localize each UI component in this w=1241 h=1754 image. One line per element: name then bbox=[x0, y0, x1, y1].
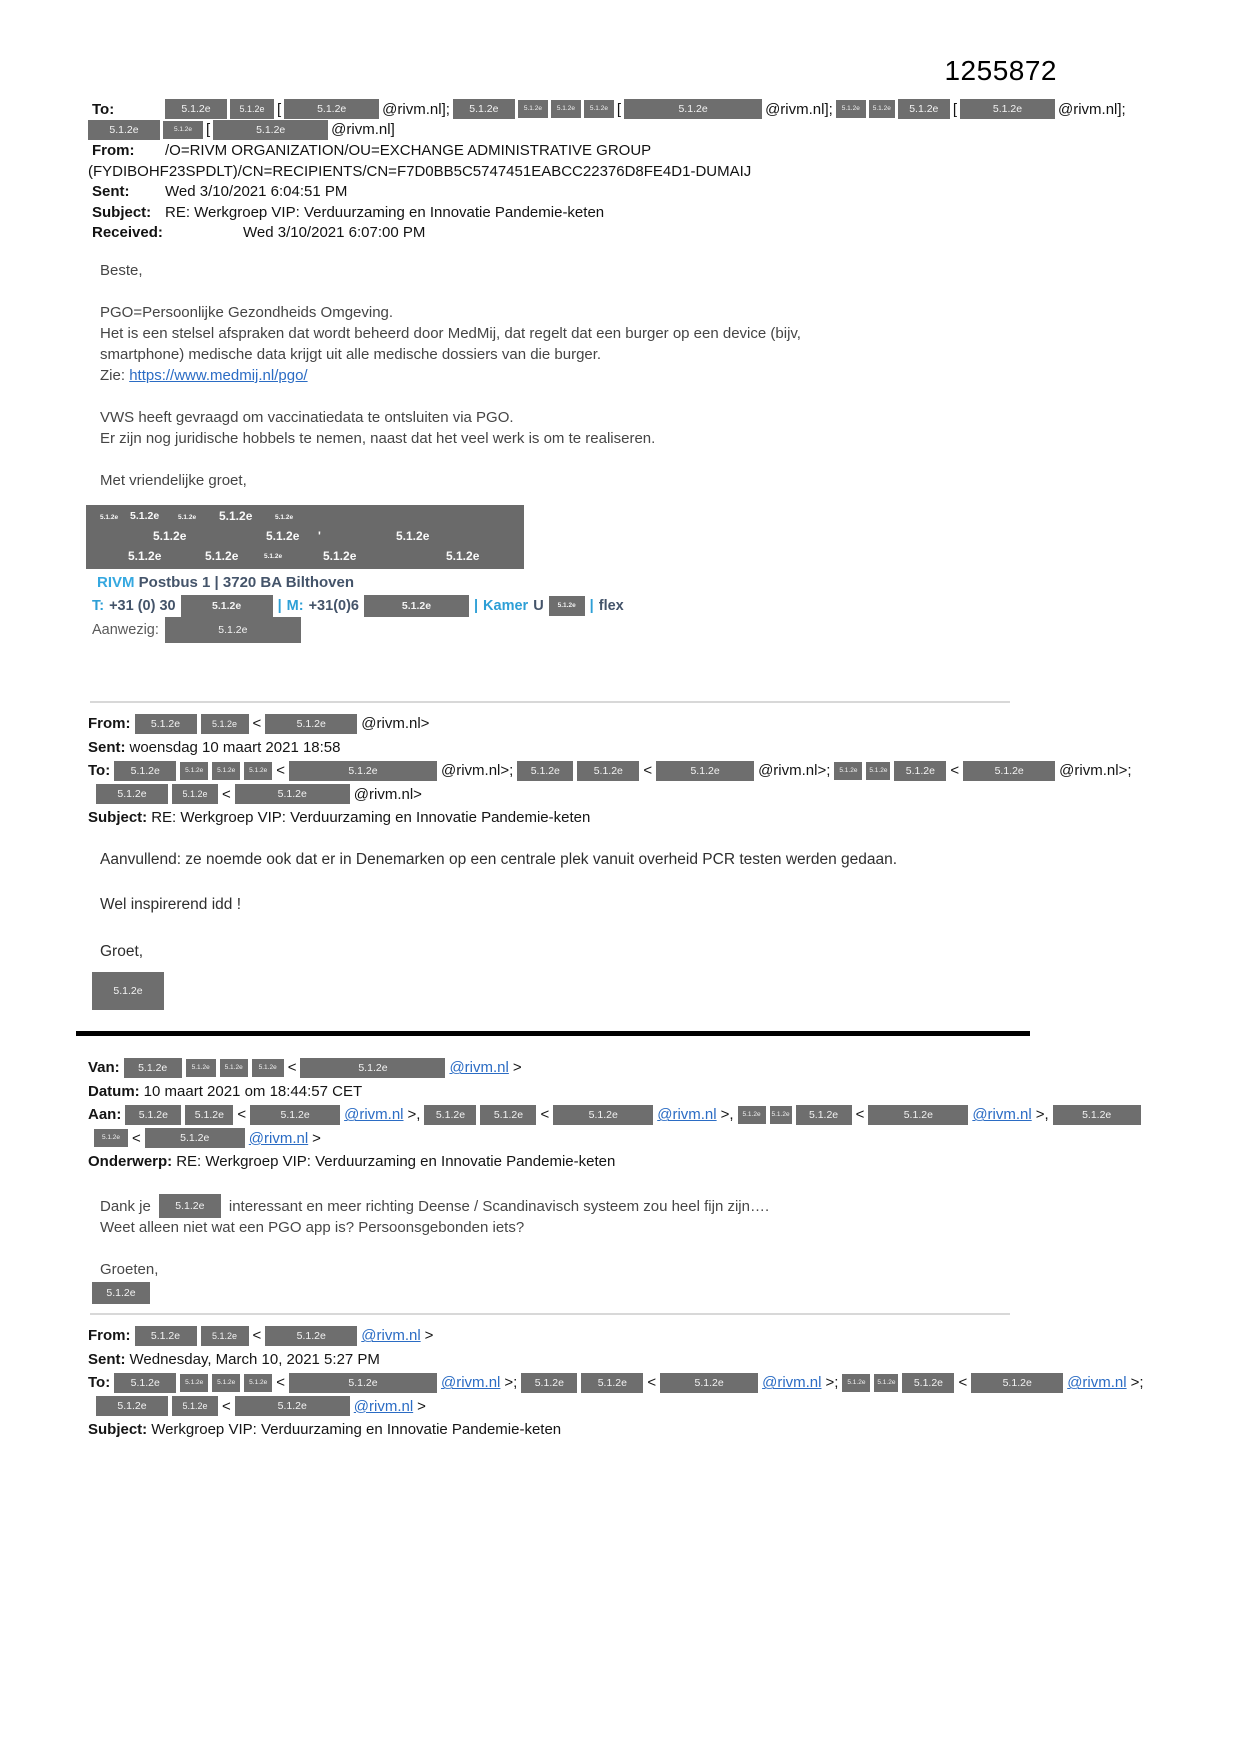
token: @rivm.nl]; bbox=[765, 100, 833, 118]
aanwezig-label: Aanwezig: bbox=[92, 622, 159, 638]
sent-value: Wednesday, March 10, 2021 5:27 PM bbox=[129, 1350, 380, 1368]
email4-subject-row bbox=[88, 1418, 1144, 1442]
token: @rivm.nl>; bbox=[758, 762, 831, 780]
redaction-box: 5.1.2e bbox=[624, 99, 762, 119]
redaction-label: 5.1.2e bbox=[275, 514, 294, 521]
redaction-label: 5.1.2e bbox=[446, 549, 480, 563]
redaction-box: 5.1.2e bbox=[96, 784, 168, 804]
medmij-link[interactable]: https://www.medmij.nl/pgo/ bbox=[129, 367, 308, 384]
rivm-email-link[interactable]: @rivm.nl bbox=[762, 1374, 822, 1392]
token: >; bbox=[825, 1374, 839, 1392]
redaction-box: 5.1.2e bbox=[738, 1106, 766, 1124]
body-line: PGO=Persoonlijke Gezondheids Omgeving. bbox=[100, 304, 394, 321]
email1-body bbox=[100, 262, 801, 493]
from-label: From: bbox=[88, 1327, 131, 1345]
redaction-label: 5.1.2e bbox=[264, 553, 283, 560]
redaction-label: 5.1.2e bbox=[130, 510, 160, 522]
section-divider bbox=[90, 701, 1010, 703]
redaction-box: 5.1.2e bbox=[145, 1128, 245, 1148]
redaction-box: 5.1.2e bbox=[1053, 1105, 1141, 1125]
email4-to-row-2 bbox=[96, 1395, 1144, 1419]
body-line: Er zijn nog juridische hobbels te nemen, naast dat het veel werk is om te realiseren. bbox=[100, 430, 656, 447]
redaction-box: 5.1.2e bbox=[453, 99, 515, 119]
token: < bbox=[276, 762, 285, 780]
signature-redaction-block bbox=[86, 505, 524, 569]
redaction-label: 5.1.2e bbox=[323, 549, 357, 563]
address-text: Postbus 1 | 3720 BA Bilthoven bbox=[138, 574, 355, 591]
to-label: To: bbox=[92, 100, 115, 118]
email4-header bbox=[88, 1324, 1144, 1442]
email4-from-row bbox=[88, 1324, 1144, 1348]
redaction-box: 5.1.2e bbox=[834, 762, 862, 780]
document-number: 1255872 bbox=[944, 55, 1057, 86]
subject-value: RE: Werkgroep VIP: Verduurzaming en Innovatie Pandemie-keten bbox=[151, 809, 591, 827]
redaction-box: 5.1.2e bbox=[124, 1058, 182, 1078]
email1-header bbox=[88, 99, 1126, 243]
phone-m-value: +31(0)6 bbox=[308, 598, 359, 614]
email1-from-row-2 bbox=[88, 161, 1126, 182]
redaction-box: 5.1.2e bbox=[660, 1373, 758, 1393]
email3-datum-row bbox=[88, 1080, 1141, 1104]
redaction-box: 5.1.2e bbox=[163, 121, 203, 139]
body-line: Groeten, bbox=[100, 1261, 159, 1278]
redaction-box: 5.1.2e bbox=[181, 595, 273, 617]
email3-onderwerp-row bbox=[88, 1150, 1141, 1174]
onderwerp-value: RE: Werkgroep VIP: Verduurzaming en Innovatie Pandemie-keten bbox=[176, 1153, 616, 1171]
redaction-label: 5.1.2e bbox=[396, 529, 430, 543]
token: >; bbox=[1130, 1374, 1144, 1392]
redaction-label: 5.1.2e bbox=[178, 514, 197, 521]
redaction-box: 5.1.2e bbox=[577, 761, 639, 781]
to-label: To: bbox=[88, 762, 111, 780]
email2-subject-row bbox=[88, 806, 1132, 830]
body-line: Wel inspirerend idd ! bbox=[100, 896, 242, 913]
redaction-box: 5.1.2e bbox=[165, 617, 301, 643]
token: @rivm.nl>; bbox=[440, 762, 514, 780]
from-label: From: bbox=[92, 141, 135, 159]
redaction-box: 5.1.2e bbox=[971, 1373, 1063, 1393]
redaction-box: 5.1.2e bbox=[289, 761, 437, 781]
section-divider bbox=[90, 1313, 1010, 1315]
body-line: smartphone) medische data krijgt uit alle medische dossiers van die burger. bbox=[100, 346, 602, 363]
token: >, bbox=[720, 1106, 734, 1124]
datum-label: Datum: bbox=[88, 1082, 140, 1100]
token: < bbox=[958, 1374, 968, 1392]
rivm-email-link[interactable]: @rivm.nl bbox=[361, 1327, 421, 1345]
token: < bbox=[643, 762, 653, 780]
rivm-email-link[interactable]: @rivm.nl bbox=[657, 1106, 717, 1124]
redaction-box: 5.1.2e bbox=[521, 1373, 577, 1393]
token: < bbox=[222, 785, 231, 803]
redaction-label: 5.1.2e bbox=[100, 514, 119, 521]
token: < bbox=[252, 1327, 262, 1345]
email1-sent-row bbox=[92, 181, 1126, 202]
redaction-box: 5.1.2e bbox=[165, 99, 227, 119]
signature-address-line bbox=[97, 574, 354, 591]
apostrophe-mark: ' bbox=[318, 529, 321, 543]
token: < bbox=[950, 762, 960, 780]
token: [ bbox=[206, 121, 211, 139]
redaction-box: 5.1.2e bbox=[796, 1105, 852, 1125]
redaction-box: 5.1.2e bbox=[300, 1058, 445, 1078]
redaction-box: 5.1.2e bbox=[172, 1396, 218, 1416]
redaction-box: 5.1.2e bbox=[902, 1373, 954, 1393]
redaction-label: 5.1.2e bbox=[219, 509, 253, 523]
redaction-box: 5.1.2e bbox=[230, 99, 274, 119]
redaction-label: 5.1.2e bbox=[205, 549, 239, 563]
redaction-box: 5.1.2e bbox=[213, 120, 328, 140]
token: @rivm.nl>; bbox=[1059, 762, 1132, 780]
sent-value: Wed 3/10/2021 6:04:51 PM bbox=[165, 183, 348, 201]
token: < bbox=[252, 715, 262, 733]
thick-divider bbox=[76, 1031, 1030, 1036]
token: >, bbox=[407, 1106, 421, 1124]
token: < bbox=[647, 1374, 657, 1392]
redaction-box: 5.1.2e bbox=[114, 761, 176, 781]
aan-label: Aan: bbox=[88, 1106, 122, 1124]
token: @rivm.nl] bbox=[331, 121, 395, 139]
token: @rivm.nl]; bbox=[382, 100, 450, 118]
token: < bbox=[132, 1129, 141, 1147]
rivm-email-link[interactable]: @rivm.nl bbox=[972, 1106, 1032, 1124]
redaction-box: 5.1.2e bbox=[185, 1105, 233, 1125]
redaction-box: 5.1.2e bbox=[92, 972, 164, 1010]
body-line: Het is een stelsel afspraken dat wordt beheerd door MedMij, dat regelt dat een burger op een device (bijv, bbox=[100, 325, 801, 342]
van-label: Van: bbox=[88, 1059, 120, 1077]
redaction-box: 5.1.2e bbox=[866, 762, 890, 780]
body-line: VWS heeft gevraagd om vaccinatiedata te ontsluiten via PGO. bbox=[100, 409, 514, 426]
token: >, bbox=[1035, 1106, 1049, 1124]
redaction-box: 5.1.2e bbox=[125, 1105, 181, 1125]
link-prefix: Zie: bbox=[100, 367, 130, 384]
rivm-email-link[interactable]: @rivm.nl bbox=[440, 1374, 501, 1392]
redaction-box: 5.1.2e bbox=[172, 784, 218, 804]
token: < bbox=[855, 1106, 865, 1124]
redaction-box: 5.1.2e bbox=[960, 99, 1055, 119]
redaction-box: 5.1.2e bbox=[180, 762, 208, 780]
redaction-box: 5.1.2e bbox=[770, 1106, 792, 1124]
separator: | bbox=[473, 598, 479, 614]
token: > bbox=[512, 1059, 522, 1077]
redaction-box: 5.1.2e bbox=[212, 1374, 240, 1392]
from-label: From: bbox=[88, 715, 131, 733]
redaction-box: 5.1.2e bbox=[898, 99, 950, 119]
subject-label: Subject: bbox=[88, 1421, 148, 1439]
sent-value: woensdag 10 maart 2021 18:58 bbox=[129, 738, 341, 756]
signature-aanwezig-line bbox=[92, 617, 301, 643]
redaction-box: 5.1.2e bbox=[114, 1373, 176, 1393]
from-value: /O=RIVM ORGANIZATION/OU=EXCHANGE ADMINISTRATIVE GROUP bbox=[165, 141, 652, 159]
signature-phone-line bbox=[92, 595, 624, 617]
token: [ bbox=[616, 100, 622, 118]
redaction-box: 5.1.2e bbox=[201, 714, 249, 734]
sent-label: Sent: bbox=[92, 183, 130, 201]
redaction-box: 5.1.2e bbox=[265, 714, 357, 734]
redaction-box: 5.1.2e bbox=[265, 1326, 357, 1346]
redaction-box: 5.1.2e bbox=[842, 1374, 870, 1392]
redaction-box: 5.1.2e bbox=[836, 100, 866, 118]
email3-header bbox=[88, 1056, 1141, 1174]
redaction-box: 5.1.2e bbox=[212, 762, 240, 780]
flex-text: flex bbox=[598, 598, 624, 614]
redaction-box: 5.1.2e bbox=[289, 1373, 437, 1393]
redaction-box: 5.1.2e bbox=[518, 100, 548, 118]
sent-label: Sent: bbox=[88, 738, 126, 756]
redaction-box: 5.1.2e bbox=[868, 1105, 968, 1125]
token: [ bbox=[952, 100, 957, 118]
subject-value: Werkgroep VIP: Verduurzaming en Innovatie Pandemie-keten bbox=[151, 1421, 562, 1439]
subject-value: RE: Werkgroep VIP: Verduurzaming en Innovatie Pandemie-keten bbox=[165, 203, 605, 221]
body-line: Aanvullend: ze noemde ook dat er in Denemarken op een centrale plek vanuit overheid PCR testen werden gedaan. bbox=[100, 851, 898, 868]
subject-label: Subject: bbox=[92, 203, 152, 221]
kamer-value: U bbox=[533, 598, 544, 614]
rivm-email-link[interactable]: @rivm.nl bbox=[344, 1106, 404, 1124]
token: > bbox=[424, 1327, 434, 1345]
redaction-label: 5.1.2e bbox=[128, 549, 162, 563]
separator: | bbox=[589, 598, 594, 614]
email2-to-row bbox=[88, 759, 1132, 783]
redaction-box: 5.1.2e bbox=[235, 784, 350, 804]
redaction-box: 5.1.2e bbox=[96, 1396, 168, 1416]
redaction-box: 5.1.2e bbox=[88, 120, 160, 140]
redaction-box: 5.1.2e bbox=[159, 1194, 221, 1218]
token: @rivm.nl> bbox=[353, 785, 422, 803]
redaction-box: 5.1.2e bbox=[252, 1059, 284, 1077]
phone-t-value: +31 (0) 30 bbox=[109, 598, 176, 614]
token: >; bbox=[504, 1374, 518, 1392]
rivm-email-link[interactable]: @rivm.nl bbox=[353, 1397, 414, 1415]
email2-sent-row bbox=[88, 736, 1132, 760]
body-line bbox=[100, 367, 801, 388]
redaction-box: 5.1.2e bbox=[480, 1105, 536, 1125]
phone-m-label: M: bbox=[286, 598, 304, 614]
token: [ bbox=[277, 100, 282, 118]
redaction-box: 5.1.2e bbox=[284, 99, 379, 119]
redaction-box: 5.1.2e bbox=[201, 1326, 249, 1346]
received-value: Wed 3/10/2021 6:07:00 PM bbox=[243, 224, 426, 242]
redaction-box: 5.1.2e bbox=[894, 761, 946, 781]
token: > bbox=[417, 1397, 426, 1415]
body-line: Groet, bbox=[100, 943, 144, 960]
redaction-box: 5.1.2e bbox=[869, 100, 895, 118]
token: @rivm.nl> bbox=[361, 715, 430, 733]
datum-value: 10 maart 2021 om 18:44:57 CET bbox=[143, 1082, 363, 1100]
from-value-2: (FYDIBOHF23SPDLT)/CN=RECIPIENTS/CN=F7D0BB5C5747451EABCC22376D8FE4D1-DUMAIJ bbox=[88, 162, 752, 180]
body-line-with-redaction bbox=[100, 1194, 769, 1218]
email2-from-row bbox=[88, 712, 1132, 736]
token: < bbox=[287, 1059, 297, 1077]
redaction-box: 5.1.2e bbox=[517, 761, 573, 781]
redaction-box: 5.1.2e bbox=[963, 761, 1055, 781]
redaction-box: 5.1.2e bbox=[94, 1129, 128, 1147]
email3-aan-row bbox=[88, 1103, 1141, 1127]
email3-aan-row-2 bbox=[94, 1127, 1141, 1151]
email4-to-row bbox=[88, 1371, 1144, 1395]
redaction-box: 5.1.2e bbox=[551, 100, 581, 118]
redaction-box: 5.1.2e bbox=[581, 1373, 643, 1393]
phone-t-label: T: bbox=[92, 598, 105, 614]
redaction-box: 5.1.2e bbox=[424, 1105, 476, 1125]
redaction-box: 5.1.2e bbox=[874, 1374, 898, 1392]
token: @rivm.nl]; bbox=[1057, 100, 1126, 118]
body-line: Beste, bbox=[100, 262, 143, 279]
rivm-email-link[interactable]: @rivm.nl bbox=[248, 1129, 309, 1147]
rivm-logo-text: RIVM bbox=[97, 574, 135, 591]
redaction-box: 5.1.2e bbox=[553, 1105, 653, 1125]
rivm-email-link[interactable]: @rivm.nl bbox=[1067, 1374, 1127, 1392]
token: < bbox=[276, 1374, 285, 1392]
token: < bbox=[237, 1106, 247, 1124]
email2-header bbox=[88, 712, 1132, 830]
redaction-box: 5.1.2e bbox=[364, 595, 469, 617]
email1-subject-row bbox=[92, 202, 1126, 223]
email1-from-row bbox=[92, 140, 1126, 161]
body-line: Met vriendelijke groet, bbox=[100, 472, 247, 489]
body-text: interessant en meer richting Deense / Scandinavisch systeem zou heel fijn zijn…. bbox=[228, 1197, 770, 1215]
redaction-box: 5.1.2e bbox=[235, 1396, 350, 1416]
redaction-box: 5.1.2e bbox=[656, 761, 754, 781]
email1-to-row-2 bbox=[88, 120, 1126, 141]
separator: | bbox=[277, 598, 282, 614]
redaction-box: 5.1.2e bbox=[135, 714, 197, 734]
redaction-box: 5.1.2e bbox=[244, 762, 272, 780]
redaction-box: 5.1.2e bbox=[220, 1059, 248, 1077]
body-text: Dank je bbox=[100, 1197, 151, 1215]
email1-to-row bbox=[92, 99, 1126, 120]
token: < bbox=[540, 1106, 550, 1124]
email4-sent-row bbox=[88, 1348, 1144, 1372]
rivm-email-link[interactable]: @rivm.nl bbox=[449, 1059, 509, 1077]
email2-to-row-2 bbox=[96, 783, 1132, 807]
email1-received-row bbox=[92, 223, 1126, 244]
sent-label: Sent: bbox=[88, 1350, 126, 1368]
redaction-box: 5.1.2e bbox=[180, 1374, 208, 1392]
redaction-box: 5.1.2e bbox=[549, 596, 585, 616]
token: < bbox=[222, 1397, 231, 1415]
redaction-label: 5.1.2e bbox=[153, 529, 187, 543]
received-label: Received: bbox=[92, 224, 163, 242]
subject-label: Subject: bbox=[88, 809, 148, 827]
kamer-label: Kamer bbox=[483, 598, 529, 614]
redaction-box: 5.1.2e bbox=[92, 1282, 150, 1304]
redaction-box: 5.1.2e bbox=[135, 1326, 197, 1346]
redaction-box: 5.1.2e bbox=[186, 1059, 216, 1077]
redaction-box: 5.1.2e bbox=[584, 100, 614, 118]
redaction-label: 5.1.2e bbox=[266, 529, 300, 543]
onderwerp-label: Onderwerp: bbox=[88, 1153, 173, 1171]
body-line: Weet alleen niet wat een PGO app is? Persoonsgebonden iets? bbox=[100, 1219, 525, 1236]
redaction-box: 5.1.2e bbox=[250, 1105, 340, 1125]
token: > bbox=[312, 1129, 321, 1147]
email3-van-row bbox=[88, 1056, 1141, 1080]
to-label: To: bbox=[88, 1374, 111, 1392]
redaction-box: 5.1.2e bbox=[244, 1374, 272, 1392]
